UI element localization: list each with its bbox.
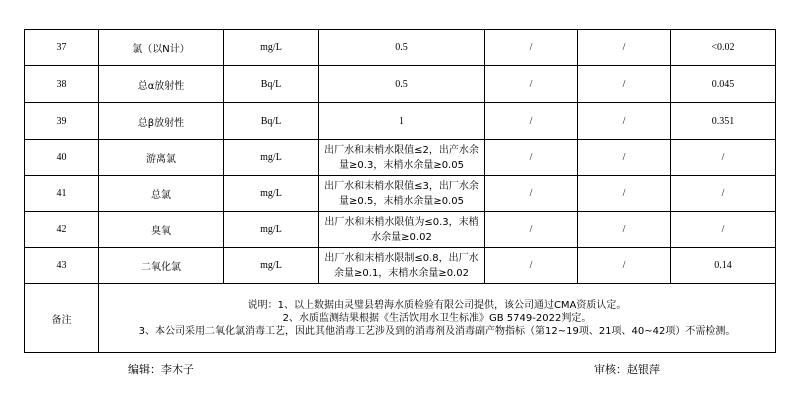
- table-row: [25, 212, 776, 248]
- row-number: 42: [25, 212, 99, 248]
- row-number: 41: [25, 176, 99, 212]
- limit-requirement: 出厂水和末梢水限制≤0.8，出厂水余量≥0.1，末梢水余量≥0.02: [319, 248, 485, 284]
- table-row: [25, 66, 776, 103]
- item-name: 二氧化氯: [99, 248, 224, 284]
- test-result: 0.351: [671, 103, 776, 140]
- note-line-3: 3、本公司采用二氧化氯消毒工艺，因此其他消毒工艺涉及到的消毒剂及消毒副产物指标（第12~19项、21项、40~42项）不需检测。: [138, 325, 736, 337]
- empty-cell: /: [485, 30, 578, 66]
- test-result: 0.14: [671, 248, 776, 284]
- row-number: 40: [25, 140, 99, 176]
- test-result: /: [671, 140, 776, 176]
- limit-value: 0.5: [319, 66, 485, 103]
- editor-signature: 编辑：李木子: [128, 363, 194, 376]
- empty-cell: /: [578, 103, 671, 140]
- note-line-1: 说明：1、以上数据由灵璧县碧海水质检验有限公司提供，该公司通过CMA资质认定。: [247, 299, 627, 311]
- limit-value: 0.5: [319, 30, 485, 66]
- empty-cell: /: [485, 248, 578, 284]
- notes-label: 备注: [25, 284, 99, 353]
- empty-cell: /: [578, 176, 671, 212]
- note-line-2: 2、水质监测结果根据《生活饮用水卫生标准》GB 5749-2022判定。: [282, 312, 592, 324]
- limit-requirement: 出厂水和末梢水限值为≤0.3，末梢水余量≥0.02: [319, 212, 485, 248]
- empty-cell: /: [578, 66, 671, 103]
- test-result: /: [671, 212, 776, 248]
- table-row: [25, 140, 776, 176]
- unit: mg/L: [224, 176, 319, 212]
- unit: mg/L: [224, 248, 319, 284]
- empty-cell: /: [578, 212, 671, 248]
- test-result: <0.02: [671, 30, 776, 66]
- limit-requirement: 出厂水和末梢水限值≤3，出厂水余量≥0.5，末梢水余量≥0.05: [319, 176, 485, 212]
- unit: Bq/L: [224, 103, 319, 140]
- table-row: [25, 103, 776, 140]
- empty-cell: /: [578, 140, 671, 176]
- empty-cell: /: [485, 103, 578, 140]
- row-number: 37: [25, 30, 99, 66]
- empty-cell: /: [578, 30, 671, 66]
- item-name: 总氯: [99, 176, 224, 212]
- item-name: 游离氯: [99, 140, 224, 176]
- row-number: 43: [25, 248, 99, 284]
- unit: mg/L: [224, 212, 319, 248]
- table-row: [25, 30, 776, 66]
- empty-cell: /: [485, 66, 578, 103]
- row-number: 39: [25, 103, 99, 140]
- empty-cell: /: [485, 176, 578, 212]
- item-name: 氯（以N计）: [99, 30, 224, 66]
- empty-cell: /: [485, 212, 578, 248]
- item-name: 总α放射性: [99, 66, 224, 103]
- unit: Bq/L: [224, 66, 319, 103]
- test-result: /: [671, 176, 776, 212]
- unit: mg/L: [224, 140, 319, 176]
- limit-value: 1: [319, 103, 485, 140]
- row-number: 38: [25, 66, 99, 103]
- reviewer-signature: 审核：赵银萍: [594, 363, 660, 376]
- table-row: [25, 176, 776, 212]
- test-result: 0.045: [671, 66, 776, 103]
- item-name: 总β放射性: [99, 103, 224, 140]
- unit: mg/L: [224, 30, 319, 66]
- empty-cell: /: [578, 248, 671, 284]
- notes-row: [25, 284, 776, 353]
- notes-content: [99, 284, 776, 353]
- limit-requirement: 出厂水和末梢水限值≤2，出产水余量≥0.3，末梢水余量≥0.05: [319, 140, 485, 176]
- water-quality-table: [24, 29, 776, 353]
- item-name: 臭氧: [99, 212, 224, 248]
- empty-cell: /: [485, 140, 578, 176]
- table-row: [25, 248, 776, 284]
